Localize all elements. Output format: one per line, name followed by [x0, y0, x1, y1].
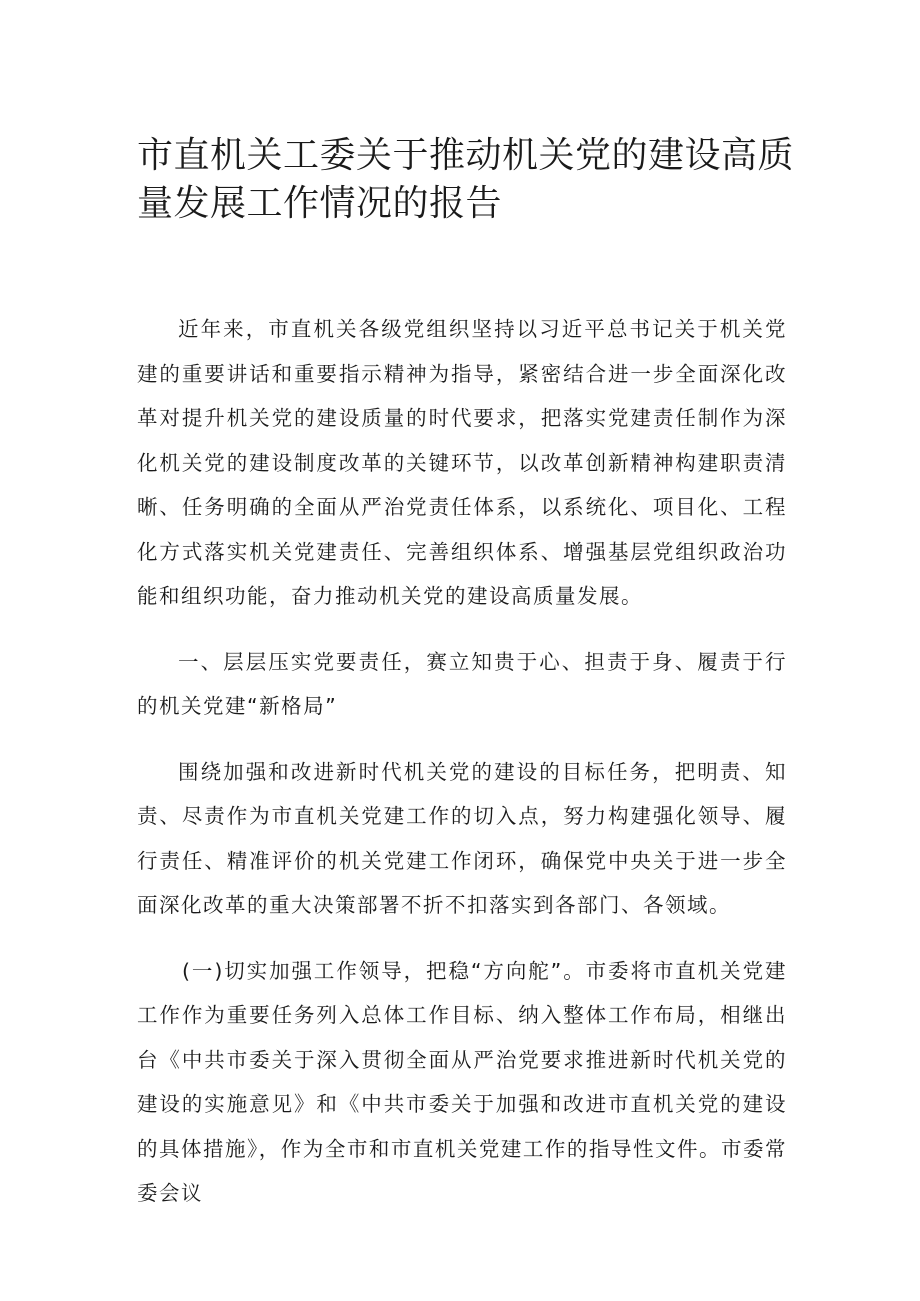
document-body [137, 307, 787, 1237]
section-heading-1: 一、层层压实党要责任，赛立知贵于心、担责于身、履责于行的机关党建“新格局” [137, 649, 787, 718]
intro-paragraph: 近年来，市直机关各级党组织坚持以习近平总书记关于机关党建的重要讲话和重要指示精神为指导，紧密结合进一步全面深化改革对提升机关党的建设质量的时代要求，把落实党建责任制作为深化机关党的建设制度改革的关键环节，以改革创新精神构建职责清晰、任务明确的全面从严治党责任体系，以系统化、项目化、工程化方式落实机关党建责任、完善组织体系、增强基层党组织政治功能和组织功能，奋力推动机关党的建设高质量发展。 [137, 317, 787, 608]
document-title: 市直机关工委关于推动机关党的建设高质量发展工作情况的报告 [137, 135, 795, 224]
sub-item-1-paragraph: (一)切实加强工作领导，把稳“方向舵”。市委将市直机关党建工作作为重要任务列入总体工作目标、纳入整体工作布局，相继出台《中共市委关于深入贯彻全面从严治党要求推进新时代机关党的建设的实施意见》和《中共市委关于加强和改进市直机关党的建设的具体措施》，作为全市和市直机关党建工作的指导性文件。市委常委会议 [137, 958, 787, 1205]
section-1-paragraph: 围绕加强和改进新时代机关党的建设的目标任务，把明责、知责、尽责作为市直机关党建工作的切入点，努力构建强化领导、履行责任、精准评价的机关党建工作闭环，确保党中央关于进一步全面深化改革的重大决策部署不折不扣落实到各部门、各领域。 [137, 759, 787, 917]
